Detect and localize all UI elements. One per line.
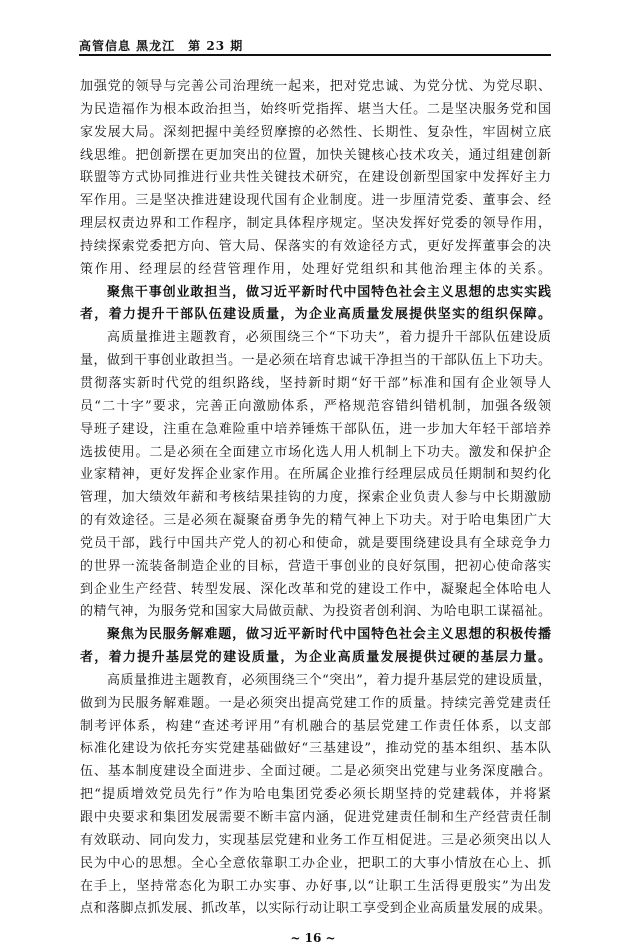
- document-body: [80, 76, 551, 921]
- text-line: 的精气神，为服务党和国家大局做贡献、为投资者创利润、为哈电职工谋福祉。: [80, 604, 551, 620]
- text-line: 高质量推进主题教育，必须围绕三个“突出”，着力提升基层党的建设质量，: [107, 672, 551, 688]
- text-line: 标准化建设为依托夯实党建基础做好“三基建设”，推动党的基本组织、基本队: [80, 741, 551, 757]
- text-line: 在手上，坚持常态化为职工办实事、办好事,以“让职工生活得更殷实”为出发: [80, 878, 551, 894]
- text-line: 跟中央要求和集团发展需要不断丰富内涵，促进党建责任制和生产经营责任制: [80, 810, 551, 825]
- text-line: 到企业生产经营、转型发展、深化改革和党的建设工作中，凝聚起全体哈电人: [80, 581, 551, 597]
- text-line: 伍、基本制度建设全面进步、全面过硬。二是必须突出党建与业务深度融合。: [80, 764, 551, 780]
- paragraph: [80, 327, 551, 624]
- text-line: 者，着力提升干部队伍建设质量，为企业高质量发展提供坚实的组织保障。: [80, 307, 551, 323]
- text-line: 加强党的领导与完善公司治理统一起来，把对党忠诚、为党分忧、为党尽职、: [80, 79, 551, 94]
- text-line: 管理，加大绩效年薪和考核结果挂钩的力度，探索企业负责人参与中长期激励: [80, 490, 551, 506]
- text-line: 有效联动、同向发力，实现基层党建和业务工作互相促进。三是必须突出以人: [80, 832, 551, 848]
- section-heading: [80, 282, 551, 328]
- text-line: 高质量推进主题教育，必须围绕三个“下功夫”，着力提升干部队伍建设质: [107, 330, 551, 346]
- paragraph: [80, 670, 551, 921]
- text-line: 党员干部，践行中国共产党人的初心和使命，就是要围绕建设具有全球竞争力: [80, 535, 551, 551]
- text-line: 为民造福作为根本政治担当，始终听党指挥、堪当大任。二是坚决服务党和国: [80, 101, 551, 117]
- text-line: 选拔使用。二是必须在全面建立市场化选人用人机制上下功夫。激发和保护企: [80, 444, 551, 460]
- text-line: 导班子建设，注重在急难险重中培养锤炼干部队伍，进一步加大年轻干部培养: [80, 421, 551, 437]
- text-line: 线思维。把创新摆在更加突出的位置，加快关键核心技术攻关，通过组建创新: [80, 147, 551, 163]
- text-line: 聚焦干事创业敢担当，做习近平新时代中国特色社会主义思想的忠实实践: [107, 284, 551, 300]
- text-line: 家发展大局。深刻把握中美经贸摩擦的必然性、长期性、复杂性，牢固树立底: [80, 124, 551, 140]
- text-line: 业家精神，更好发挥企业家作用。在所属企业推行经理层成员任期制和契约化: [80, 467, 551, 483]
- text-line: 把“提质增效党员先行”作为哈电集团党委必须长期坚持的党建载体，并将紧: [80, 787, 551, 803]
- page-number: ~ 16 ~: [290, 931, 336, 945]
- text-line: 的有效途径。三是必须在凝聚奋勇争先的精气神上下功夫。对于哈电集团广大: [80, 513, 551, 529]
- text-line: 做到为民服务解难题。一是必须突出提高党建工作的质量。持续完善党建责任: [80, 695, 551, 711]
- text-line: 点和落脚点抓发展、抓改革，以实际行动让职工享受到企业高质量发展的成果。: [80, 901, 551, 917]
- text-line: 聚焦为民服务解难题，做习近平新时代中国特色社会主义思想的积极传播: [107, 627, 551, 643]
- text-line: 的世界一流装备制造企业的目标，营造干事创业的良好氛围，把初心使命落实: [80, 558, 551, 574]
- text-line: 持续探索党委把方向、管大局、保落实的有效途径方式，更好发挥董事会的决: [80, 238, 551, 254]
- text-line: 军作用。三是坚决推进建设现代国有企业制度。进一步厘清党委、董事会、经: [80, 193, 551, 209]
- text-line: 者，着力提升基层党的建设质量，为企业高质量发展提供过硬的基层力量。: [80, 650, 551, 666]
- text-line: 策作用、经理层的经营管理作用，处理好党组织和其他治理主体的关系。: [80, 261, 551, 277]
- paragraph: [80, 76, 551, 282]
- text-line: 制考评体系，构建“查述考评用”有机融合的基层党建工作责任体系，以支部: [80, 718, 551, 734]
- text-line: 民为中心的思想。全心全意依靠职工办企业，把职工的大事小情放在心上、抓: [80, 855, 551, 871]
- text-line: 员“二十字”要求，完善正向激励体系，严格规范容错纠错机制，加强各级领: [80, 398, 551, 414]
- section-heading: [80, 624, 551, 670]
- text-line: 贯彻落实新时代党的组织路线，坚持新时期“好干部”标准和国有企业领导人: [80, 375, 551, 391]
- text-line: 理层权责边界和工作程序，制定具体程序规定。坚决发挥好党委的领导作用，: [80, 216, 551, 232]
- text-line: 联盟等方式协同推进行业共性关键技术研究，在建设创新型国家中发挥好主力: [80, 170, 551, 186]
- header-rule: [79, 54, 551, 56]
- running-header: 高管信息 黑龙江 第 23 期: [79, 39, 244, 53]
- text-line: 量，做到干事创业敢担当。一是必须在培育忠诚干净担当的干部队伍上下功夫。: [80, 353, 551, 369]
